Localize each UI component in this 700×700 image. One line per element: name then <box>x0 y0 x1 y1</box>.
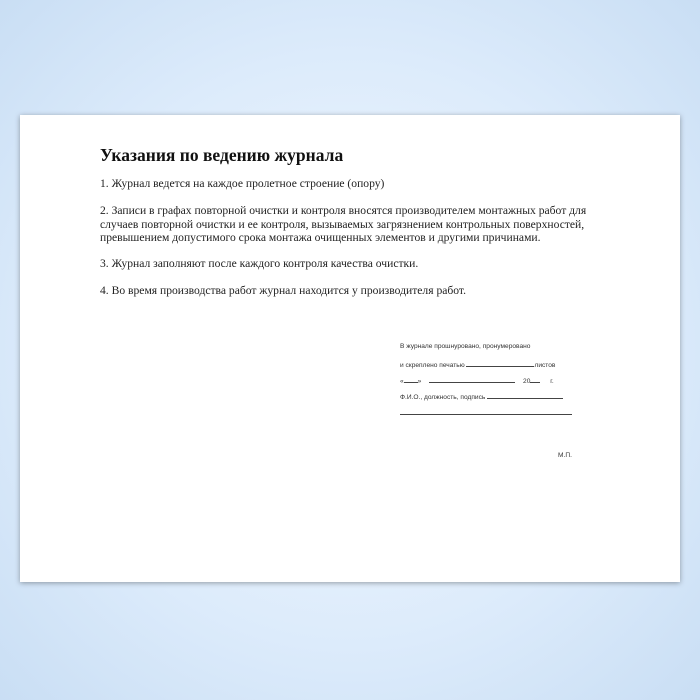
document-page <box>20 115 680 582</box>
sheets-label: листов <box>534 362 556 369</box>
signature-blank <box>487 392 563 399</box>
month-blank <box>429 376 515 383</box>
document-title: Указания по ведению журнала <box>100 145 344 165</box>
paragraph-2: 2. Записи в графах повторной очистки и контроля вносятся производителем монтажных работ для случаев повторной очистки и ее контроля, вызываемых загрязнением контрольных поверхностей, превышением допустимого срока монтажа очищенных элементов и другими причинами. <box>100 204 587 244</box>
sheet-count-blank <box>466 360 534 367</box>
signature-label: Ф.И.О., должность, подпись <box>400 394 486 401</box>
certification-signature-line <box>400 392 580 401</box>
year-suffix: г. <box>550 378 554 385</box>
certification-line-1 <box>400 343 580 350</box>
stamp-place-label: М.П. <box>558 452 572 459</box>
paragraph-1: 1. Журнал ведется на каждое пролетное строение (опору) <box>100 177 385 190</box>
certification-date-line <box>400 376 580 385</box>
year-prefix: 20 <box>523 378 531 385</box>
year-blank <box>530 376 540 383</box>
certification-line-2 <box>400 360 580 369</box>
day-blank <box>404 376 418 383</box>
paragraph-3: 3. Журнал заполняют после каждого контроля качества очистки. <box>100 257 419 270</box>
quote-close: » <box>417 378 422 385</box>
certification-text-1: В журнале прошнуровано, пронумеровано <box>400 343 531 350</box>
certification-text-2: и скреплено печатью <box>400 362 465 369</box>
certification-extra-line <box>400 408 580 417</box>
extra-blank-line <box>400 408 572 415</box>
paragraph-4: 4. Во время производства работ журнал находится у производителя работ. <box>100 284 467 297</box>
quote-open: « <box>400 378 404 385</box>
